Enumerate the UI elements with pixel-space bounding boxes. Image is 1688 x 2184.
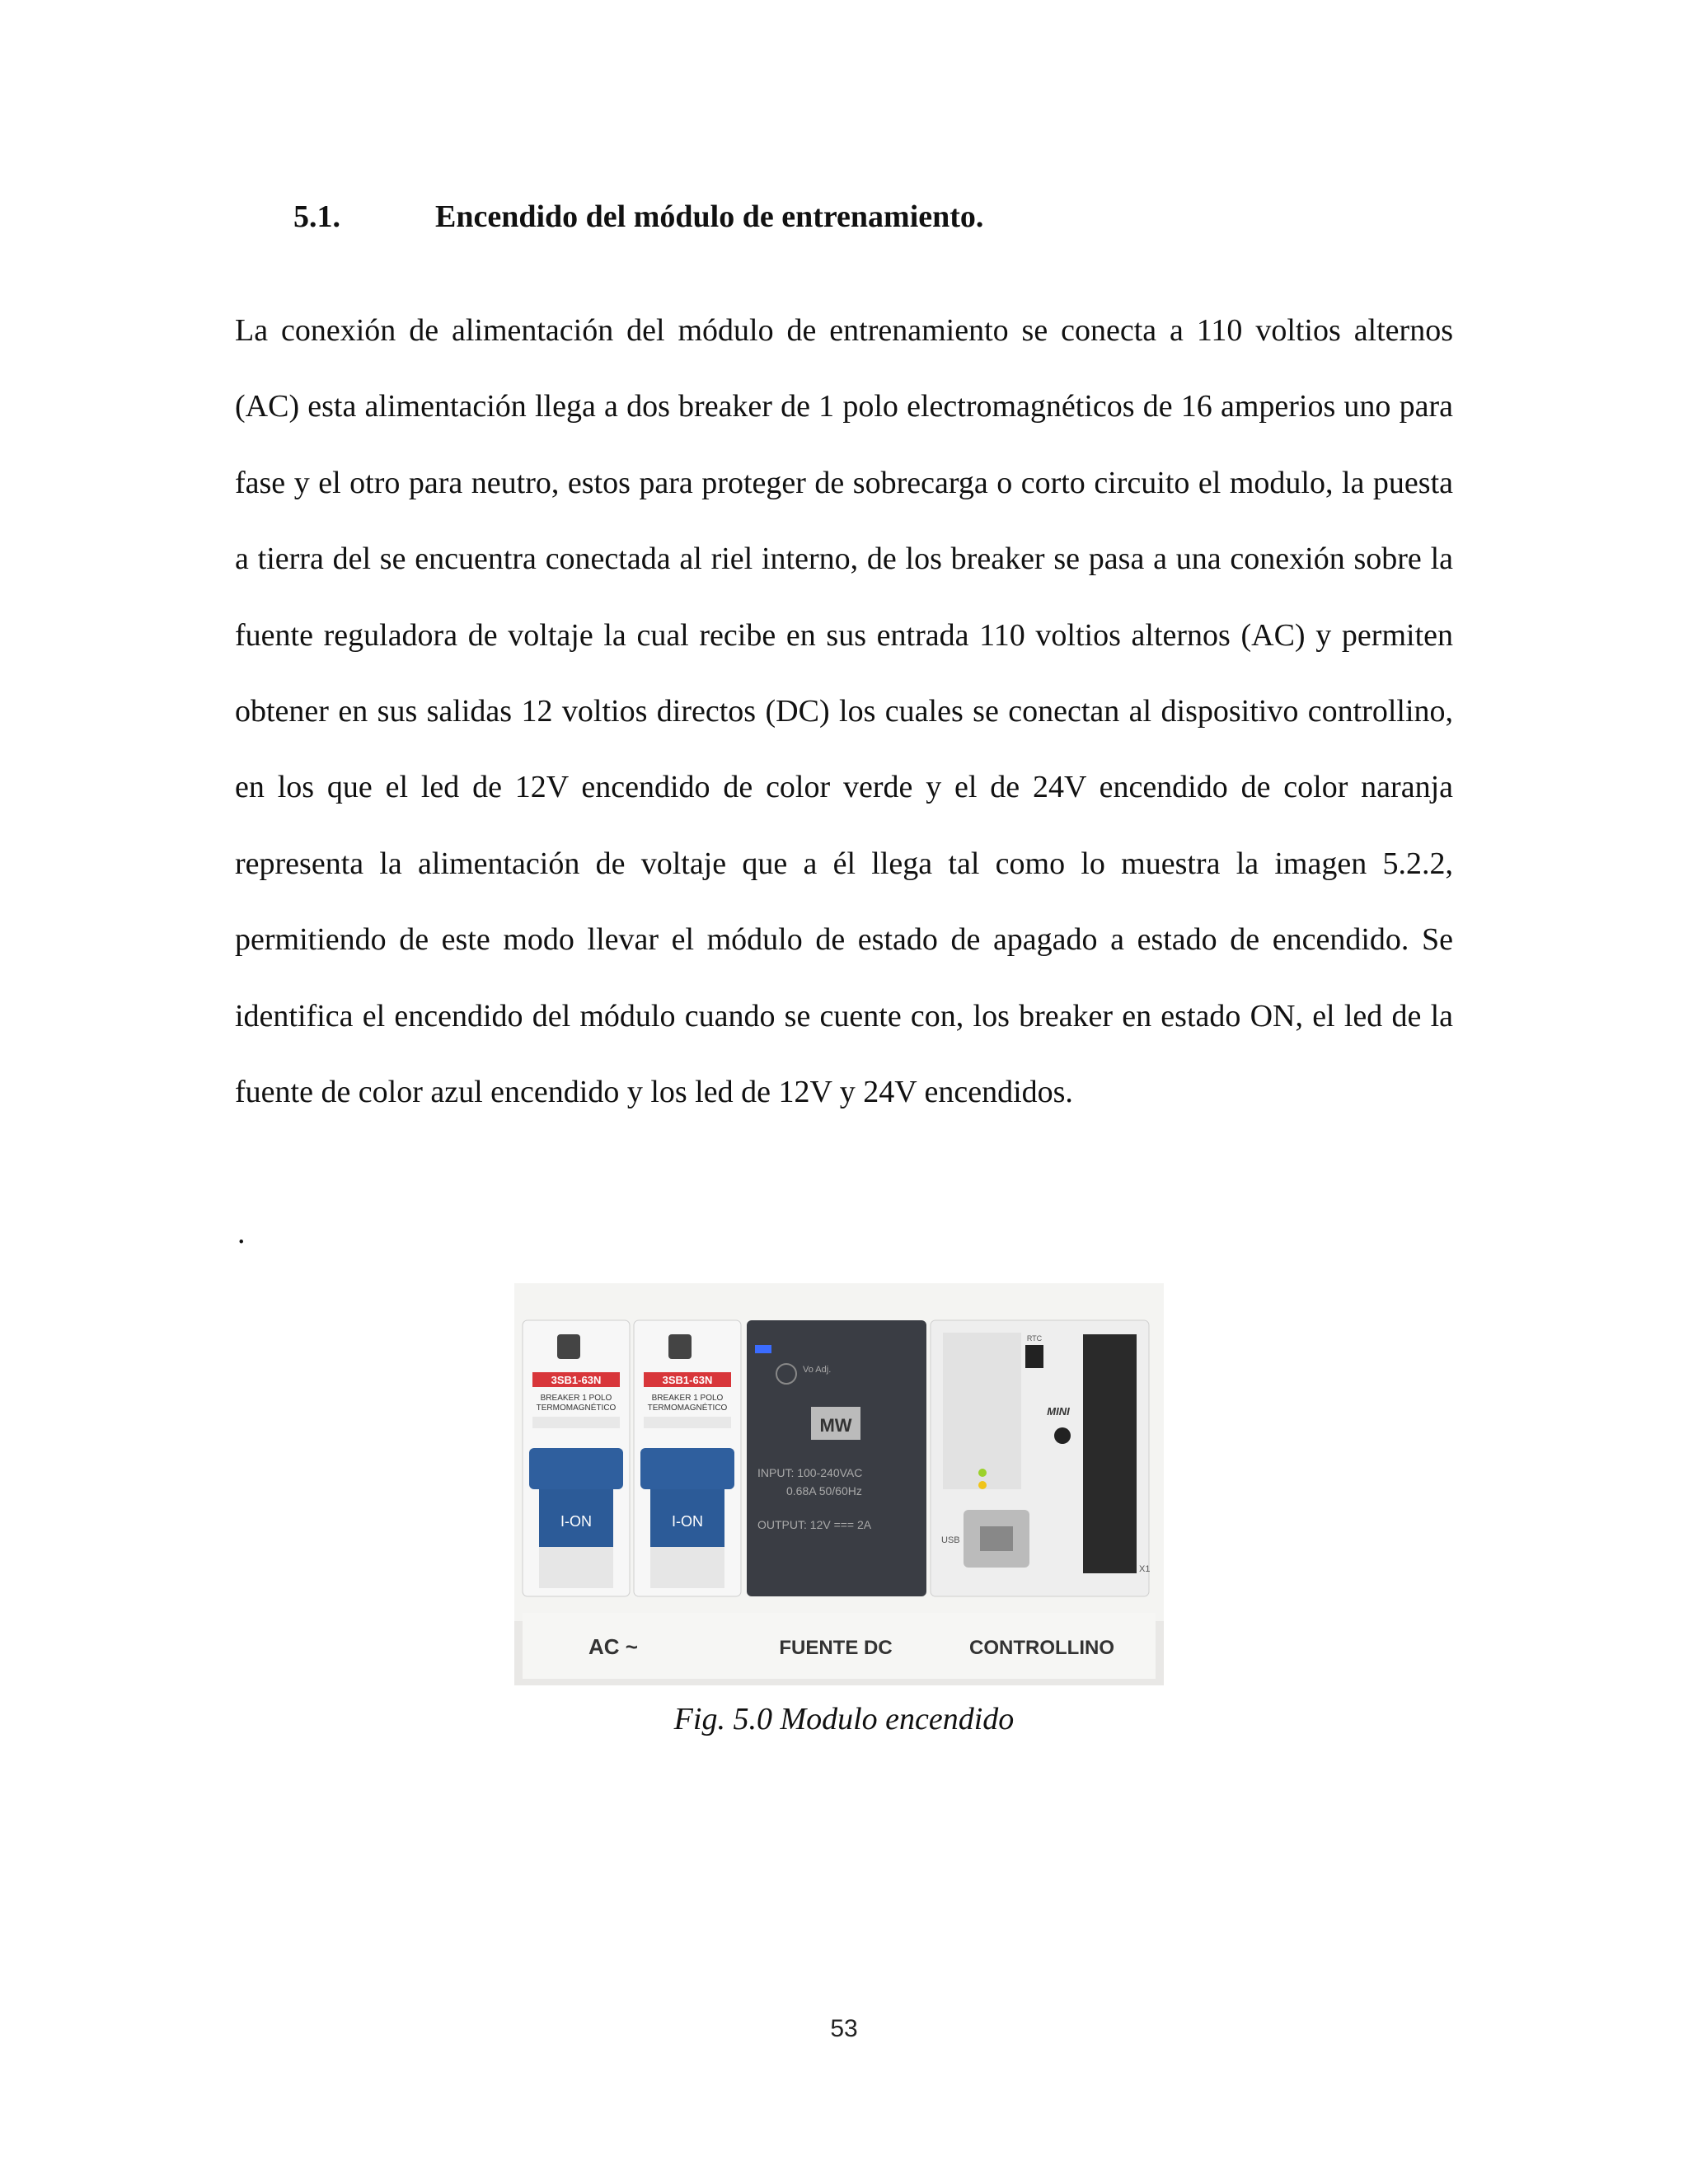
breaker-2-line2: TERMOMAGNÉTICO	[647, 1404, 728, 1413]
psu-input: INPUT: 100-240VAC	[757, 1466, 863, 1479]
breaker-2	[634, 1320, 741, 1596]
breaker-1	[523, 1320, 630, 1596]
section-number: 5.1.	[293, 199, 340, 234]
controller-x1: X1	[1139, 1564, 1151, 1574]
psu-output: OUTPUT: 12V === 2A	[757, 1518, 872, 1531]
page-number: 53	[830, 2015, 858, 2042]
breaker-2-line1: BREAKER 1 POLO	[651, 1394, 724, 1403]
controller-mini: MINI	[1047, 1405, 1070, 1418]
breaker-1-line2: TERMOMAGNÉTICO	[536, 1404, 617, 1413]
breaker-2-model: 3SB1-63N	[662, 1374, 713, 1386]
power-led	[755, 1345, 771, 1353]
breaker-1-model: 3SB1-63N	[551, 1374, 602, 1386]
figure-caption: Fig. 5.0 Modulo encendido	[673, 1702, 1015, 1736]
body-paragraph: La conexión de alimentación del módulo de entrenamiento se conecta a 110 voltios alternos (AC) esta alimentación llega a dos breaker de 1 polo electromagnéticos de 16 amperios uno para fase y el otro para neutro, estos para proteger de sobrecarga o corto circuito el modulo, la puesta a tierra del se encuentra conectada al riel interno, de los breaker se pasa a una conexión sobre la fuente reguladora de voltaje la cual recibe en sus entrada 110 voltios alternos (AC) y permiten obtener en sus salidas 12 voltios directos (DC) los cuales se conectan al dispositivo controllino, en los que el led de 12V encendido de color verde y el de 24V encendido de color naranja representa la alimentación de voltaje que a él llega tal como lo muestra la imagen 5.2.2, permitiendo de este modo llevar el módulo de estado de apagado a estado de encendido. Se identifica el encendido del módulo cuando se cuente con, los breaker en estado ON, el led de la fuente de color azul encendido y los led de 12V y 24V encendidos.	[235, 313, 1453, 1110]
controller-usb: USB	[941, 1535, 960, 1545]
power-supply	[747, 1320, 926, 1596]
led-12v	[978, 1469, 987, 1477]
breaker-2-switch-label: I-ON	[672, 1513, 703, 1530]
label-controllino: CONTROLLINO	[969, 1637, 1114, 1659]
section-heading	[293, 194, 983, 239]
led-24v	[978, 1481, 987, 1489]
controller-rtc: RTC	[1026, 1334, 1043, 1343]
breaker-1-switch-label: I-ON	[560, 1513, 592, 1530]
psu-current: 0.68A 50/60Hz	[786, 1484, 862, 1497]
breaker-1-line1: BREAKER 1 POLO	[540, 1394, 612, 1403]
section-title: Encendido del módulo de entrenamiento.	[435, 199, 984, 234]
label-ac: AC ~	[588, 1634, 638, 1659]
module-illustration	[514, 1283, 1164, 1685]
psu-adj: Vo Adj.	[803, 1365, 832, 1375]
controller	[931, 1320, 1150, 1596]
psu-brand: MW	[819, 1415, 852, 1436]
figure-module-photo	[514, 1283, 1164, 1685]
label-fuente-dc: FUENTE DC	[779, 1637, 893, 1659]
stray-dot: .	[237, 1216, 246, 1250]
